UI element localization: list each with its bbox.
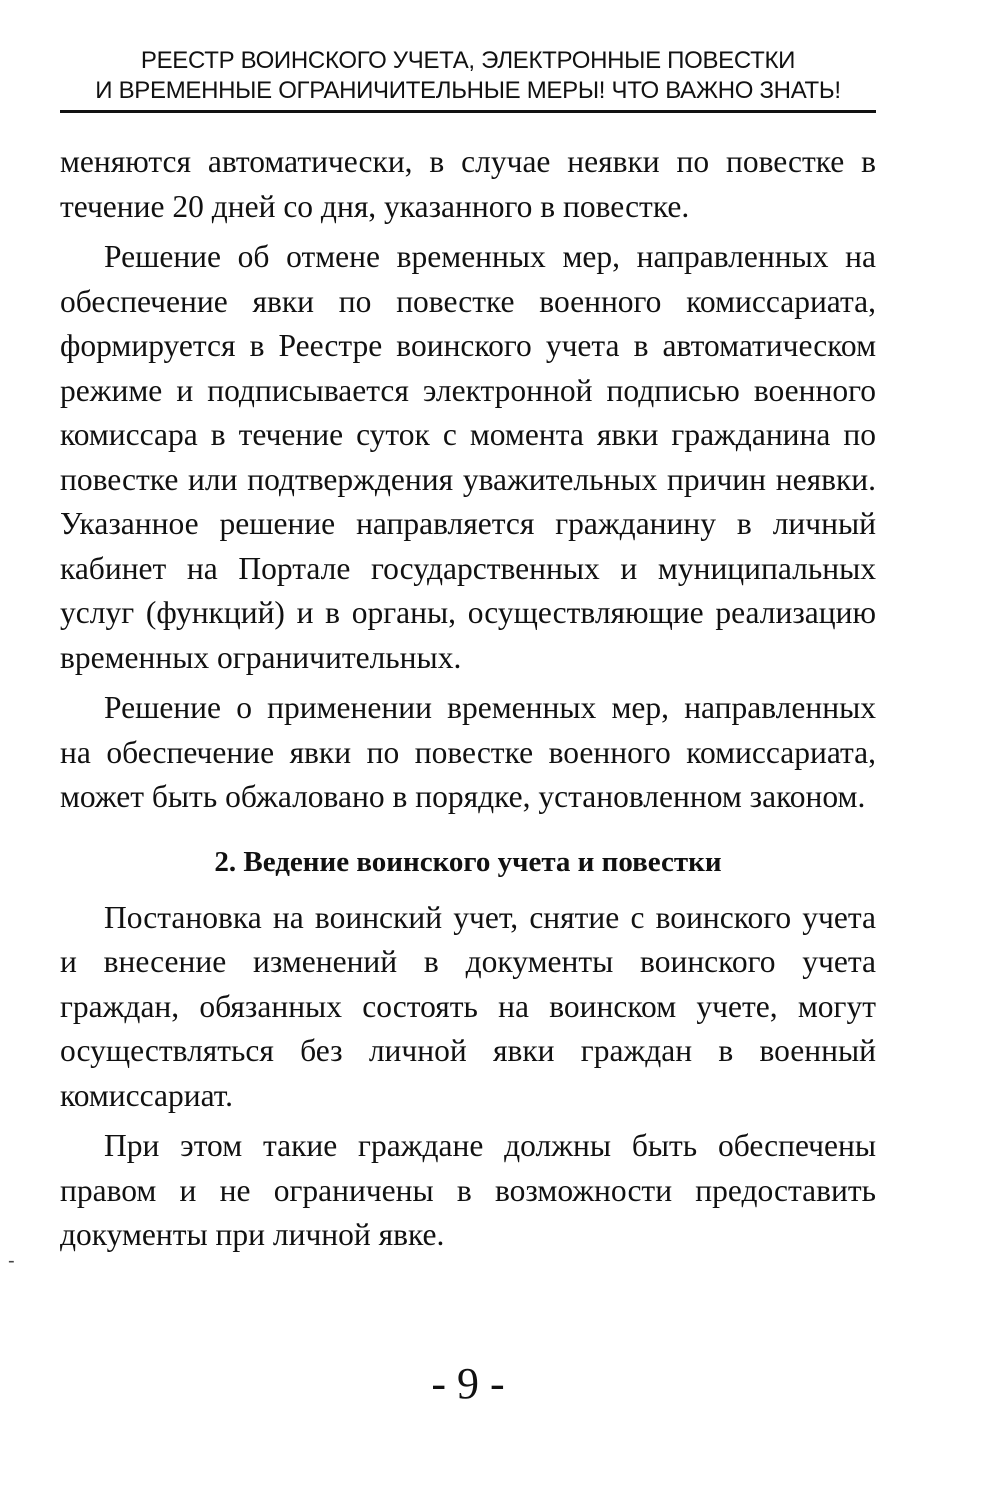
section-heading: 2. Ведение воинского учета и повестки — [214, 845, 722, 878]
paragraph: Решение о применении временных мер, направленных на обеспечение явки по повестке военного комиссариата, может быть обжаловано в порядке, установленном законом. — [60, 690, 876, 814]
paragraph: При этом такие граждане должны быть обеспечены правом и не ограничены в возможности предоставить документы при личной явке. — [60, 1128, 876, 1252]
paragraph: Решение об отмене временных мер, направленных на обеспечение явки по повестке военного комиссариата, формируется в Реестре воинского учета в автоматическом режиме и подписывается электронной подписью военного комиссара в течение суток с момента явки гражданина по повестке или подтверждения уважительных причин неявки. Указанное решение направляется гражданину в личный кабинет на Портале государственных и муниципальных услуг (функций) и в органы, осуществляющие реализацию временных ограничительных. — [60, 239, 876, 675]
page-number: - 9 - — [431, 1359, 505, 1408]
margin-mark: - — [8, 1250, 15, 1272]
running-header-title: РЕЕСТР ВОИНСКОГО УЧЕТА, ЭЛЕКТРОННЫЕ ПОВЕСТКИ И ВРЕМЕННЫЕ ОГРАНИЧИТЕЛЬНЫЕ МЕРЫ! ЧТО ВАЖНО ЗНАТЬ! — [95, 47, 841, 104]
body-text — [60, 140, 876, 1258]
header-rule — [60, 110, 876, 113]
running-header — [58, 46, 878, 106]
paragraph: Постановка на воинский учет, снятие с воинского учета и внесение изменений в документы воинского учета граждан, обязанных состоять на воинском учете, могут осуществляться без личной явки граждан в военный комиссариат. — [60, 899, 876, 1113]
paragraph-continued: меняются автоматически, в случае неявки по повестке в течение 20 дней со дня, указанного в повестке. — [60, 144, 876, 224]
